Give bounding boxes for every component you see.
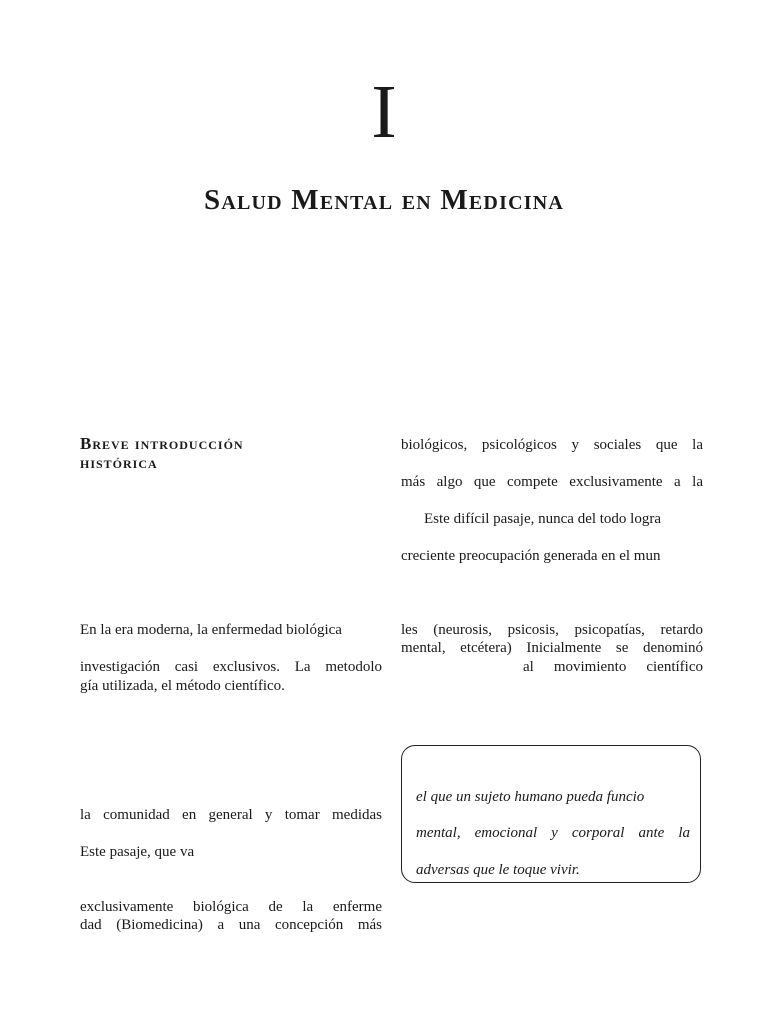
right-line-5: les (neurosis, psicosis, psicopatías, retardo (401, 622, 703, 638)
section-heading (80, 434, 380, 472)
left-paragraph-2-line-1: la comunidad en general y tomar medidas (80, 807, 382, 823)
right-line-1: biológicos, psicológicos y sociales que la (401, 437, 703, 453)
section-heading-line-2: histórica (80, 453, 158, 472)
left-paragraph-1-line-2: investigación casi exclusivos. La metodolo (80, 659, 382, 675)
right-line-6: mental, etcétera) Inicialmente se denominó (401, 640, 703, 656)
right-line-3: Este difícil pasaje, nunca del todo logra (424, 511, 662, 527)
left-paragraph-3-line-1: exclusivamente biológica de la enferme (80, 899, 382, 915)
chapter-number: I (371, 70, 397, 154)
quote-line-3: adversas que le toque vivir. (416, 862, 580, 878)
left-paragraph-3-line-2: dad (Biomedicina) a una concepción más (80, 917, 382, 933)
left-paragraph-1-line-3: gía utilizada, el método científico. (80, 678, 285, 694)
section-heading-line-1: Breve introducción (80, 434, 244, 453)
left-paragraph-2-line-2: Este pasaje, que va (80, 844, 195, 860)
quote-line-2: mental, emocional y corporal ante la (416, 825, 690, 841)
right-line-7: al movimiento científico (523, 659, 703, 675)
quote-line-1: el que un sujeto humano pueda funcio (416, 789, 645, 805)
right-line-2: más algo que compete exclusivamente a la (401, 474, 703, 490)
right-line-4: creciente preocupación generada en el mun (401, 548, 661, 564)
quote-box (401, 745, 701, 883)
left-paragraph-1-line-1: En la era moderna, la enfermedad biológica (80, 622, 342, 638)
chapter-title: Salud Mental en Medicina (204, 184, 564, 216)
